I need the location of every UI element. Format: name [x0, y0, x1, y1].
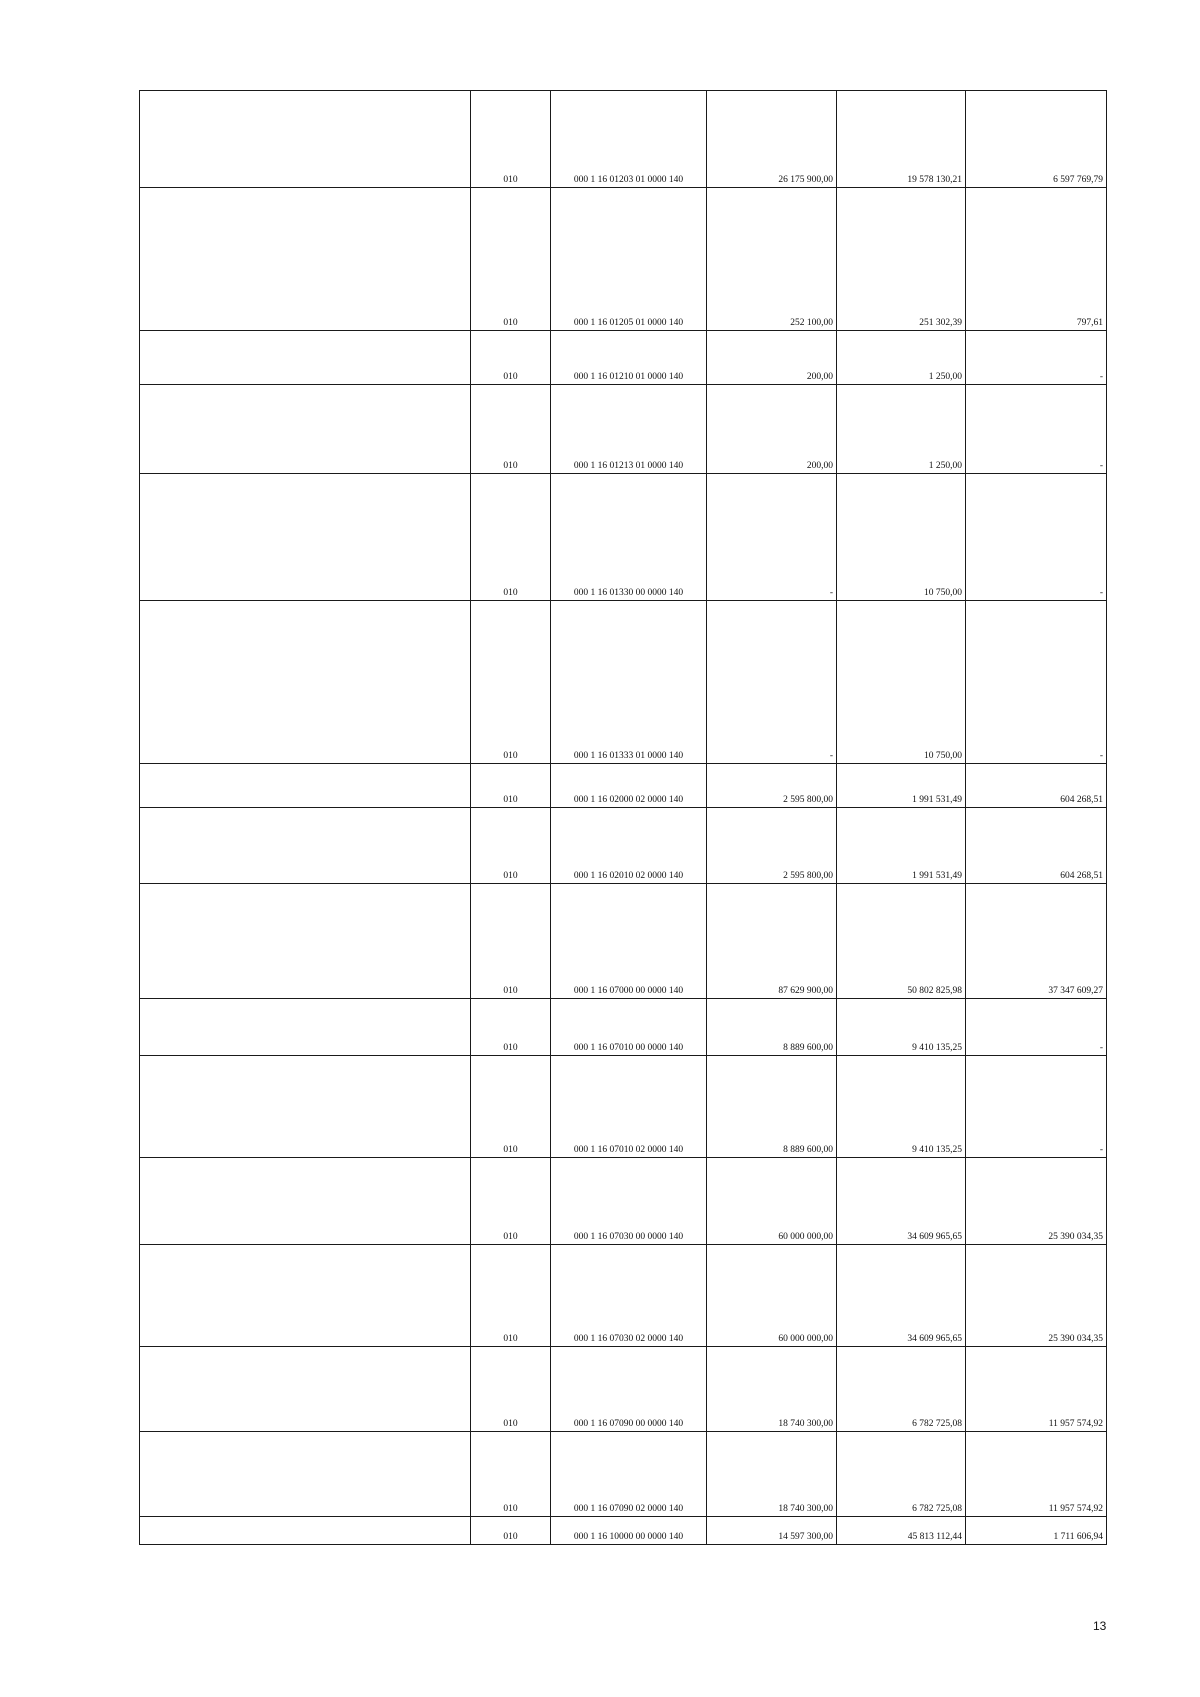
cell-executed: 251 302,39	[837, 188, 966, 331]
cell-executed: 9 410 135,25	[837, 999, 966, 1056]
table-row	[140, 999, 1107, 1056]
cell-admin: 010	[471, 1517, 551, 1545]
table-row	[140, 474, 1107, 601]
table-row	[140, 1347, 1107, 1432]
cell-code: 000 1 16 07090 02 0000 140	[551, 1432, 707, 1517]
cell-desc	[140, 1056, 471, 1158]
table-row	[140, 764, 1107, 808]
table-row	[140, 884, 1107, 999]
cell-approved: 18 740 300,00	[707, 1432, 837, 1517]
cell-unexecuted: 37 347 609,27	[966, 884, 1107, 999]
cell-approved: 2 595 800,00	[707, 764, 837, 808]
cell-desc	[140, 1245, 471, 1347]
cell-admin: 010	[471, 1245, 551, 1347]
cell-executed: 34 609 965,65	[837, 1245, 966, 1347]
cell-executed: 45 813 112,44	[837, 1517, 966, 1545]
table-row	[140, 91, 1107, 188]
cell-executed: 10 750,00	[837, 474, 966, 601]
report-table	[139, 90, 1107, 1545]
cell-approved: 60 000 000,00	[707, 1158, 837, 1245]
cell-admin: 010	[471, 808, 551, 884]
cell-approved: 252 100,00	[707, 188, 837, 331]
cell-desc	[140, 1517, 471, 1545]
cell-unexecuted: -	[966, 385, 1107, 474]
cell-executed: 6 782 725,08	[837, 1432, 966, 1517]
table-row	[140, 1056, 1107, 1158]
table-row	[140, 1245, 1107, 1347]
page-number: 13	[1093, 1619, 1107, 1633]
cell-executed: 1 991 531,49	[837, 764, 966, 808]
cell-code: 000 1 16 10000 00 0000 140	[551, 1517, 707, 1545]
cell-desc	[140, 1432, 471, 1517]
cell-code: 000 1 16 07010 02 0000 140	[551, 1056, 707, 1158]
cell-executed: 1 250,00	[837, 331, 966, 385]
cell-code: 000 1 16 02010 02 0000 140	[551, 808, 707, 884]
cell-admin: 010	[471, 331, 551, 385]
cell-admin: 010	[471, 188, 551, 331]
cell-desc	[140, 764, 471, 808]
cell-code: 000 1 16 01333 01 0000 140	[551, 601, 707, 764]
cell-unexecuted: 11 957 574,92	[966, 1347, 1107, 1432]
cell-desc	[140, 385, 471, 474]
table-row	[140, 331, 1107, 385]
cell-unexecuted: -	[966, 331, 1107, 385]
cell-admin: 010	[471, 1347, 551, 1432]
cell-admin: 010	[471, 1056, 551, 1158]
cell-desc	[140, 1347, 471, 1432]
cell-executed: 1 991 531,49	[837, 808, 966, 884]
cell-approved: 200,00	[707, 385, 837, 474]
cell-code: 000 1 16 07090 00 0000 140	[551, 1347, 707, 1432]
cell-unexecuted: -	[966, 999, 1107, 1056]
cell-code: 000 1 16 01210 01 0000 140	[551, 331, 707, 385]
cell-desc	[140, 91, 471, 188]
cell-desc	[140, 884, 471, 999]
cell-admin: 010	[471, 474, 551, 601]
cell-desc	[140, 808, 471, 884]
table-row	[140, 1432, 1107, 1517]
table-row	[140, 188, 1107, 331]
cell-executed: 1 250,00	[837, 385, 966, 474]
cell-admin: 010	[471, 764, 551, 808]
cell-approved: 14 597 300,00	[707, 1517, 837, 1545]
cell-unexecuted: 604 268,51	[966, 764, 1107, 808]
table-row	[140, 385, 1107, 474]
cell-admin: 010	[471, 601, 551, 764]
cell-unexecuted: 25 390 034,35	[966, 1158, 1107, 1245]
table-row	[140, 601, 1107, 764]
cell-code: 000 1 16 07030 02 0000 140	[551, 1245, 707, 1347]
cell-admin: 010	[471, 385, 551, 474]
cell-executed: 9 410 135,25	[837, 1056, 966, 1158]
cell-code: 000 1 16 07010 00 0000 140	[551, 999, 707, 1056]
cell-unexecuted: -	[966, 474, 1107, 601]
cell-unexecuted: 6 597 769,79	[966, 91, 1107, 188]
cell-code: 000 1 16 07030 00 0000 140	[551, 1158, 707, 1245]
cell-unexecuted: 604 268,51	[966, 808, 1107, 884]
cell-executed: 34 609 965,65	[837, 1158, 966, 1245]
cell-unexecuted: 11 957 574,92	[966, 1432, 1107, 1517]
cell-desc	[140, 601, 471, 764]
cell-executed: 6 782 725,08	[837, 1347, 966, 1432]
table-row	[140, 1517, 1107, 1545]
cell-admin: 010	[471, 999, 551, 1056]
cell-unexecuted: -	[966, 1056, 1107, 1158]
cell-approved: -	[707, 601, 837, 764]
cell-approved: 2 595 800,00	[707, 808, 837, 884]
cell-admin: 010	[471, 91, 551, 188]
cell-admin: 010	[471, 1432, 551, 1517]
cell-admin: 010	[471, 884, 551, 999]
cell-unexecuted: 797,61	[966, 188, 1107, 331]
cell-approved: 8 889 600,00	[707, 999, 837, 1056]
cell-approved: 8 889 600,00	[707, 1056, 837, 1158]
cell-code: 000 1 16 01203 01 0000 140	[551, 91, 707, 188]
cell-desc	[140, 474, 471, 601]
cell-code: 000 1 16 02000 02 0000 140	[551, 764, 707, 808]
cell-approved: 60 000 000,00	[707, 1245, 837, 1347]
cell-approved: -	[707, 474, 837, 601]
cell-desc	[140, 999, 471, 1056]
cell-desc	[140, 1158, 471, 1245]
cell-unexecuted: -	[966, 601, 1107, 764]
cell-code: 000 1 16 01213 01 0000 140	[551, 385, 707, 474]
cell-unexecuted: 25 390 034,35	[966, 1245, 1107, 1347]
cell-approved: 200,00	[707, 331, 837, 385]
table-row	[140, 808, 1107, 884]
cell-approved: 18 740 300,00	[707, 1347, 837, 1432]
cell-approved: 26 175 900,00	[707, 91, 837, 188]
cell-code: 000 1 16 01330 00 0000 140	[551, 474, 707, 601]
cell-executed: 10 750,00	[837, 601, 966, 764]
cell-executed: 50 802 825,98	[837, 884, 966, 999]
cell-approved: 87 629 900,00	[707, 884, 837, 999]
cell-desc	[140, 188, 471, 331]
cell-admin: 010	[471, 1158, 551, 1245]
table-row	[140, 1158, 1107, 1245]
cell-desc	[140, 331, 471, 385]
cell-code: 000 1 16 01205 01 0000 140	[551, 188, 707, 331]
cell-executed: 19 578 130,21	[837, 91, 966, 188]
report-table-body	[140, 91, 1107, 1545]
cell-unexecuted: 1 711 606,94	[966, 1517, 1107, 1545]
cell-code: 000 1 16 07000 00 0000 140	[551, 884, 707, 999]
